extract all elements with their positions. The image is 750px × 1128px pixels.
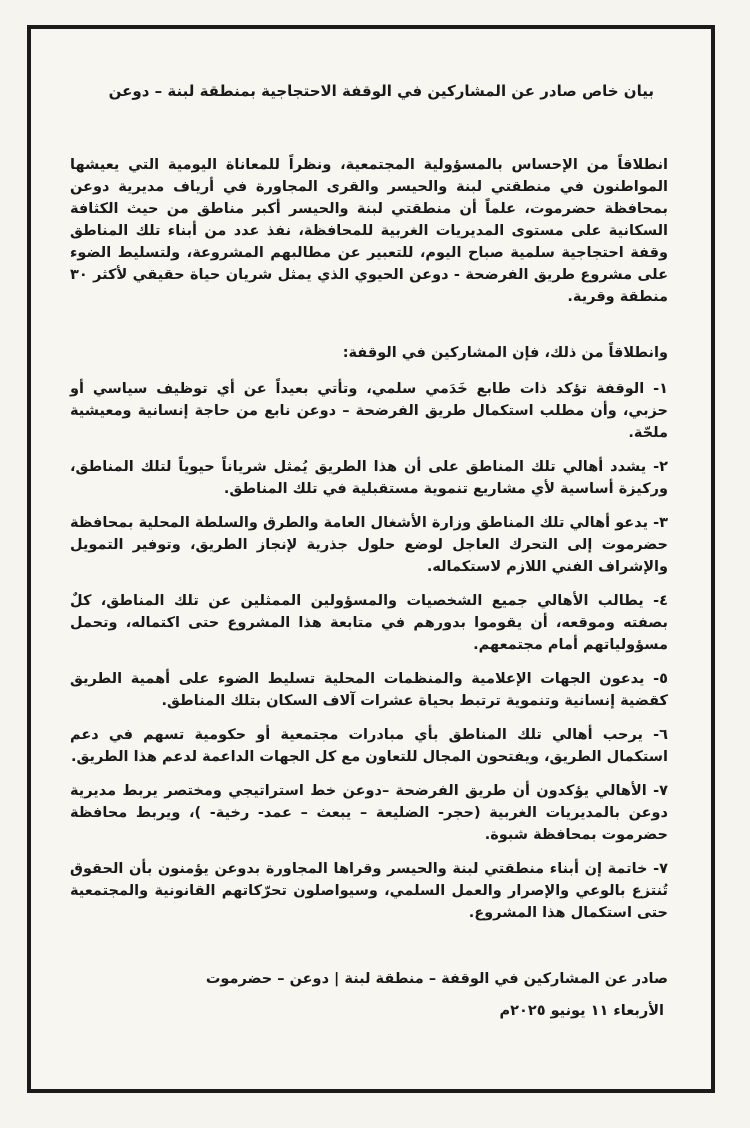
statement-item-3: ٣- يدعو أهالي تلك المناطق وزارة الأشغال العامة والطرق والسلطة المحلية بمحافظة حضرموت إلى التحرك العاجل لوضع حلول جذرية لإنجاز الطريق، وتوفير التمويل والإشراف الفني اللازم لاستكماله. <box>70 515 668 575</box>
signature-line: صادر عن المشاركين في الوقفة – منطقة لبنة | دوعن – حضرموت <box>205 971 668 987</box>
statement-item-5: ٥- يدعون الجهات الإعلامية والمنظمات المحلية تسليط الضوء على أهمية الطريق كقضية إنسانية وتنموية ترتبط بحياة عشرات آلاف السكان بتلك المناطق. <box>70 671 668 709</box>
lead-sentence: وانطلاقاً من ذلك، فإن المشاركين في الوقفة: <box>342 345 668 361</box>
statement-item-2: ٢- يشدد أهالي تلك المناطق على أن هذا الطريق يُمثل شرياناً حيوياً لتلك المناطق، وركيزة أساسية لأي مشاريع تنموية مستقبلية في تلك المناطق. <box>70 459 668 497</box>
statement-item-4: ٤- يطالب الأهالي جميع الشخصيات والمسؤولين الممثلين عن تلك المناطق، كلٌ بصفته وموقعه، أن يقوموا بدورهم في متابعة هذا المشروع حتى اكتماله، وتحمل مسؤولياتهم أمام مجتمعهم. <box>70 593 668 653</box>
statement-item-6: ٦- يرحب أهالي تلك المناطق بأي مبادرات مجتمعية أو حكومية تسهم في دعم استكمال الطريق، ويفتحون المجال للتعاون مع كل الجهات الداعمة لدعم هذا الطريق. <box>70 727 668 765</box>
document-title: بيان خاص صادر عن المشاركين في الوقفة الاحتجاجية بمنطقة لبنة – دوعن <box>108 82 654 100</box>
statement-item-7: ٧- الأهالي يؤكدون أن طريق الفرضحة –دوعن خط استراتيجي ومختصر يربط مديرية دوعن بالمديريات الغربية (حجر- الضليعة – يبعث – عمد- رخية- )، ويربط محافظة حضرموت بمحافظة شبوة. <box>70 783 668 843</box>
document-body <box>70 80 668 1022</box>
statement-item-1: ١- الوقفة تؤكد ذات طابع خَدَمي سلمي، وتأتي بعيداً عن أي توظيف سياسي أو حزبي، وأن مطلب استكمال طريق الفرضحة – دوعن نابع من حاجة إنسانية ومعيشية ملحّة. <box>70 381 668 441</box>
statement-conclusion: ٧- خاتمة إن أبناء منطقتي لبنة والحيسر وقراها المجاورة بدوعن يؤمنون بأن الحقوق تُنتزع بالوعي والإصرار والعمل السلمي، وسيواصلون تحرّكاتهم القانونية والمجتمعية حتى استكمال هذا المشروع. <box>70 861 668 921</box>
date-line: الأربعاء ١١ يونيو ٢٠٢٥م <box>499 1003 664 1019</box>
intro-paragraph: انطلاقاً من الإحساس بالمسؤولية المجتمعية، ونظراً للمعاناة اليومية التي يعيشها المواطنون في منطقتي لبنة والحيسر والقرى المجاورة في أرياف مديرية دوعن بمحافظة حضرموت، علماً أن منطقتي لبنة والحيسر أكبر مناطق من حيث الكثافة السكانية على مستوى المديريات الغربية للمحافظة، نفذ عدد من أبناء تلك المناطق وقفة احتجاجية سلمية صباح اليوم، للتعبير عن مطالبهم المشروعة، ولتسليط الضوء على مشروع طريق الفرضحة - دوعن الحيوي الذي يمثل شريان حياة حقيقي لأكثر ٣٠ منطقة وقرية. <box>70 157 668 305</box>
